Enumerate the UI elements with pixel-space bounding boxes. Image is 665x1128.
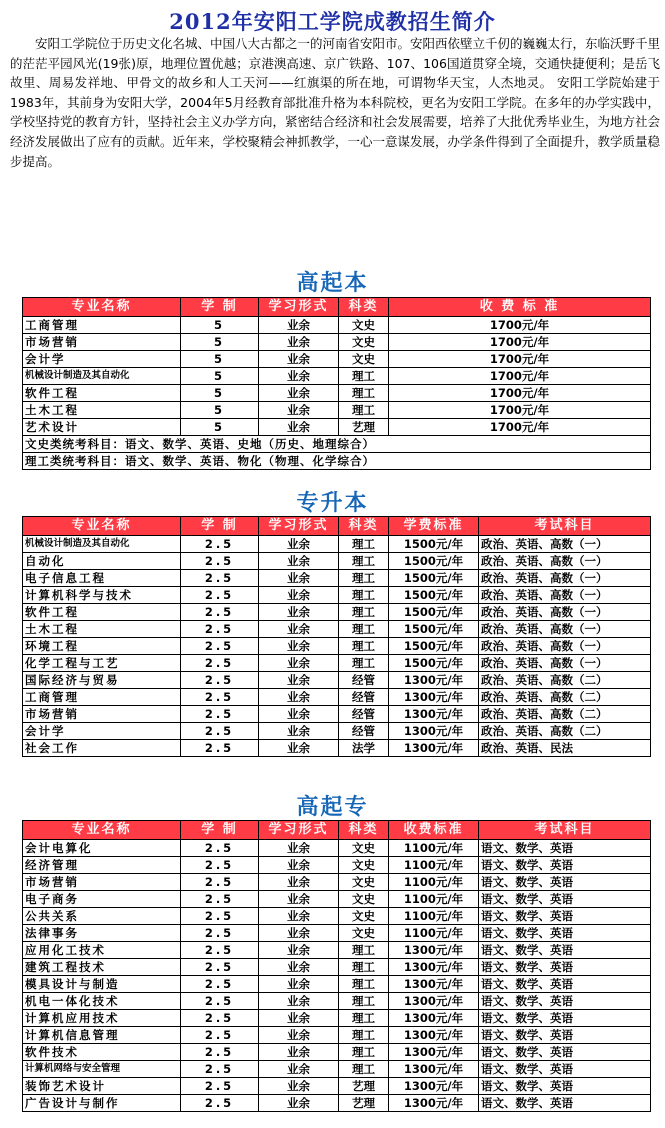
table-cell: 经管: [339, 723, 389, 740]
table-cell: 2.5: [181, 925, 259, 942]
table-cell: 1500元/年: [389, 604, 479, 621]
table-cell: 业余: [259, 553, 339, 570]
table-cell: 理工: [339, 553, 389, 570]
table-cell: 2.5: [181, 840, 259, 857]
table-cell: 语文、数学、英语: [479, 1027, 651, 1044]
table-cell: 业余: [259, 1027, 339, 1044]
table-cell: 业余: [259, 740, 339, 757]
column-header: 学习形式: [259, 517, 339, 536]
table-cell: 业余: [259, 908, 339, 925]
table-cell: 模具设计与制造: [23, 976, 181, 993]
table-cell: 1300元/年: [389, 672, 479, 689]
table-cell: 1700元/年: [389, 317, 651, 334]
table-row: [23, 570, 651, 587]
table-cell: 工商管理: [23, 317, 181, 334]
column-header: 专业名称: [23, 298, 181, 317]
table-cell: 法律事务: [23, 925, 181, 942]
section-title-gaoqiben: 高起本: [296, 271, 369, 296]
table-zhuanshengben: [22, 516, 651, 757]
table-cell: 软件技术: [23, 1044, 181, 1061]
table-cell: 理工: [339, 385, 389, 402]
table-cell: 2.5: [181, 740, 259, 757]
table-cell: 理工: [339, 536, 389, 553]
table-cell: 语文、数学、英语: [479, 925, 651, 942]
table-cell: 1300元/年: [389, 976, 479, 993]
column-header: 学 制: [181, 517, 259, 536]
table-cell: 业余: [259, 672, 339, 689]
table-row: [23, 959, 651, 976]
table-row: [23, 925, 651, 942]
table-cell: 2.5: [181, 655, 259, 672]
table-cell: 业余: [259, 689, 339, 706]
table-row: [23, 1027, 651, 1044]
table-cell: 艺理: [339, 419, 389, 436]
table-cell: 业余: [259, 536, 339, 553]
table-cell: 电子商务: [23, 891, 181, 908]
table-note-row: [23, 436, 651, 453]
table-cell: 2.5: [181, 689, 259, 706]
table-row: [23, 419, 651, 436]
table-cell: 业余: [259, 857, 339, 874]
column-header: 科类: [339, 517, 389, 536]
table-cell: 语文、数学、英语: [479, 1010, 651, 1027]
table-cell: 2.5: [181, 1095, 259, 1112]
table-cell: 2.5: [181, 570, 259, 587]
column-header: 专业名称: [23, 821, 181, 840]
table-row: [23, 1078, 651, 1095]
table-row: [23, 891, 651, 908]
table-cell: 理工: [339, 993, 389, 1010]
table-cell: 建筑工程技术: [23, 959, 181, 976]
table-cell: 1700元/年: [389, 334, 651, 351]
table-cell: 业余: [259, 993, 339, 1010]
table-cell: 政治、英语、高数（一）: [479, 553, 651, 570]
table-cell: 会计学: [23, 351, 181, 368]
table-cell: 政治、英语、民法: [479, 740, 651, 757]
table-cell: 软件工程: [23, 385, 181, 402]
table-cell: 2.5: [181, 553, 259, 570]
table-cell: 业余: [259, 1010, 339, 1027]
table-cell: 1300元/年: [389, 942, 479, 959]
table-cell: 文史: [339, 857, 389, 874]
table-cell: 经济管理: [23, 857, 181, 874]
table-cell: 1700元/年: [389, 419, 651, 436]
table-cell: 环境工程: [23, 638, 181, 655]
table-cell: 艺理: [339, 1095, 389, 1112]
table-cell: 5: [181, 351, 259, 368]
table-cell: 业余: [259, 942, 339, 959]
table-cell: 业余: [259, 570, 339, 587]
table-cell: 机械设计制造及其自动化: [23, 368, 181, 385]
table-cell: 2.5: [181, 1061, 259, 1078]
table-row: [23, 655, 651, 672]
table-cell: 文史: [339, 874, 389, 891]
table-cell: 应用化工技术: [23, 942, 181, 959]
table-cell: 业余: [259, 621, 339, 638]
table-cell: 自动化: [23, 553, 181, 570]
table-cell: 广告设计与制作: [23, 1095, 181, 1112]
table-cell: 计算机网络与安全管理: [23, 1061, 181, 1078]
table-cell: 业余: [259, 1078, 339, 1095]
table-cell: 5: [181, 368, 259, 385]
table-cell: 2.5: [181, 604, 259, 621]
table-cell: 业余: [259, 334, 339, 351]
table-cell: 2.5: [181, 706, 259, 723]
table-row: [23, 672, 651, 689]
table-cell: 业余: [259, 840, 339, 857]
table-cell: 政治、英语、高数（二）: [479, 672, 651, 689]
table-cell: 业余: [259, 385, 339, 402]
table-cell: 2.5: [181, 942, 259, 959]
table-cell: 1500元/年: [389, 638, 479, 655]
table-cell: 文史: [339, 840, 389, 857]
table-cell: 1700元/年: [389, 351, 651, 368]
table-cell: 1300元/年: [389, 740, 479, 757]
table-cell: 1100元/年: [389, 857, 479, 874]
table-cell: 政治、英语、高数（一）: [479, 536, 651, 553]
table-cell: 业余: [259, 587, 339, 604]
table-cell: 业余: [259, 925, 339, 942]
table-cell: 语文、数学、英语: [479, 1061, 651, 1078]
table-cell: 语文、数学、英语: [479, 942, 651, 959]
table-cell: 政治、英语、高数（一）: [479, 638, 651, 655]
table-cell: 2.5: [181, 857, 259, 874]
table-cell: 1300元/年: [389, 706, 479, 723]
table-cell: 1300元/年: [389, 1027, 479, 1044]
table-cell: 土木工程: [23, 621, 181, 638]
table-note-row: [23, 453, 651, 470]
table-cell: 业余: [259, 891, 339, 908]
table-cell: 理工: [339, 570, 389, 587]
table-cell: 业余: [259, 959, 339, 976]
column-header: 学习形式: [259, 298, 339, 317]
exam-subjects-note: 文史类统考科目：语文、数学、英语、史地（历史、地理综合）: [23, 436, 651, 453]
table-row: [23, 536, 651, 553]
table-cell: 2.5: [181, 959, 259, 976]
table-cell: 1100元/年: [389, 925, 479, 942]
section-title-gaoqizhuan: 高起专: [296, 795, 369, 820]
table-row: [23, 1061, 651, 1078]
table-cell: 语文、数学、英语: [479, 976, 651, 993]
table-row: [23, 857, 651, 874]
column-header: 收 费 标 准: [389, 298, 651, 317]
table-cell: 业余: [259, 419, 339, 436]
table-cell: 计算机科学与技术: [23, 587, 181, 604]
table-cell: 1700元/年: [389, 385, 651, 402]
table-cell: 1300元/年: [389, 1095, 479, 1112]
table-cell: 经管: [339, 706, 389, 723]
table-row: [23, 723, 651, 740]
table-cell: 1300元/年: [389, 959, 479, 976]
table-row: [23, 621, 651, 638]
table-cell: 语文、数学、英语: [479, 959, 651, 976]
column-header: 科类: [339, 821, 389, 840]
table-cell: 1100元/年: [389, 840, 479, 857]
column-header: 收费标准: [389, 821, 479, 840]
table-cell: 业余: [259, 1044, 339, 1061]
table-cell: 2.5: [181, 891, 259, 908]
table-cell: 1700元/年: [389, 402, 651, 419]
table-cell: 经管: [339, 672, 389, 689]
table-cell: 文史: [339, 317, 389, 334]
table-cell: 业余: [259, 1061, 339, 1078]
table-cell: 1300元/年: [389, 1010, 479, 1027]
table-row: [23, 553, 651, 570]
table-cell: 理工: [339, 621, 389, 638]
table-cell: 业余: [259, 1095, 339, 1112]
table-cell: 2.5: [181, 1078, 259, 1095]
table-cell: 政治、英语、高数（一）: [479, 587, 651, 604]
table-row: [23, 638, 651, 655]
table-cell: 业余: [259, 706, 339, 723]
table-cell: 业余: [259, 402, 339, 419]
table-cell: 政治、英语、高数（二）: [479, 689, 651, 706]
table-cell: 文史: [339, 908, 389, 925]
table-cell: 市场营销: [23, 874, 181, 891]
table-cell: 理工: [339, 1061, 389, 1078]
table-row: [23, 993, 651, 1010]
table-cell: 电子信息工程: [23, 570, 181, 587]
table-cell: 1300元/年: [389, 689, 479, 706]
column-header: 科类: [339, 298, 389, 317]
table-cell: 语文、数学、英语: [479, 891, 651, 908]
table-cell: 5: [181, 385, 259, 402]
table-cell: 市场营销: [23, 706, 181, 723]
table-cell: 理工: [339, 587, 389, 604]
table-cell: 2.5: [181, 587, 259, 604]
table-row: [23, 740, 651, 757]
table-cell: 1500元/年: [389, 536, 479, 553]
table-cell: 文史: [339, 891, 389, 908]
table-cell: 艺术设计: [23, 419, 181, 436]
table-cell: 1500元/年: [389, 570, 479, 587]
table-row: [23, 587, 651, 604]
table-cell: 文史: [339, 351, 389, 368]
table-cell: 国际经济与贸易: [23, 672, 181, 689]
table-cell: 理工: [339, 604, 389, 621]
table-cell: 装饰艺术设计: [23, 1078, 181, 1095]
table-cell: 语文、数学、英语: [479, 993, 651, 1010]
column-header: 学 制: [181, 298, 259, 317]
table-row: [23, 942, 651, 959]
table-cell: 1300元/年: [389, 723, 479, 740]
table-cell: 1500元/年: [389, 553, 479, 570]
table-cell: 艺理: [339, 1078, 389, 1095]
table-cell: 化学工程与工艺: [23, 655, 181, 672]
table-cell: 5: [181, 419, 259, 436]
table-cell: 2.5: [181, 1027, 259, 1044]
table-cell: 2.5: [181, 874, 259, 891]
table-cell: 理工: [339, 1010, 389, 1027]
table-cell: 1300元/年: [389, 1061, 479, 1078]
column-header: 专业名称: [23, 517, 181, 536]
table-row: [23, 351, 651, 368]
table-row: [23, 402, 651, 419]
table-gaoqiben: [22, 297, 651, 470]
table-cell: 语文、数学、英语: [479, 857, 651, 874]
table-cell: 公共关系: [23, 908, 181, 925]
table-cell: 业余: [259, 976, 339, 993]
table-cell: 政治、英语、高数（一）: [479, 621, 651, 638]
table-cell: 理工: [339, 1044, 389, 1061]
table-cell: 2.5: [181, 638, 259, 655]
table-cell: 软件工程: [23, 604, 181, 621]
table-cell: 计算机应用技术: [23, 1010, 181, 1027]
table-row: [23, 976, 651, 993]
table-cell: 政治、英语、高数（一）: [479, 570, 651, 587]
table-cell: 业余: [259, 655, 339, 672]
table-cell: 文史: [339, 334, 389, 351]
table-cell: 1100元/年: [389, 891, 479, 908]
table-cell: 会计学: [23, 723, 181, 740]
table-cell: 1100元/年: [389, 874, 479, 891]
table-cell: 社会工作: [23, 740, 181, 757]
table-cell: 理工: [339, 959, 389, 976]
table-row: [23, 368, 651, 385]
table-cell: 2.5: [181, 723, 259, 740]
table-cell: 计算机信息管理: [23, 1027, 181, 1044]
table-row: [23, 317, 651, 334]
table-row: [23, 689, 651, 706]
table-row: [23, 1044, 651, 1061]
table-cell: 语文、数学、英语: [479, 1095, 651, 1112]
table-cell: 语文、数学、英语: [479, 908, 651, 925]
table-cell: 会计电算化: [23, 840, 181, 857]
table-cell: 土木工程: [23, 402, 181, 419]
table-cell: 语文、数学、英语: [479, 1078, 651, 1095]
table-cell: 2.5: [181, 908, 259, 925]
column-header: 考试科目: [479, 517, 651, 536]
table-cell: 法学: [339, 740, 389, 757]
table-cell: 2.5: [181, 672, 259, 689]
table-cell: 机电一体化技术: [23, 993, 181, 1010]
table-cell: 理工: [339, 638, 389, 655]
table-cell: 理工: [339, 402, 389, 419]
table-cell: 1100元/年: [389, 908, 479, 925]
table-cell: 2.5: [181, 1044, 259, 1061]
table-row: [23, 604, 651, 621]
table-cell: 2.5: [181, 621, 259, 638]
column-header: 学 制: [181, 821, 259, 840]
table-cell: 1700元/年: [389, 368, 651, 385]
table-cell: 工商管理: [23, 689, 181, 706]
table-cell: 业余: [259, 638, 339, 655]
exam-subjects-note: 理工类统考科目：语文、数学、英语、物化（物理、化学综合）: [23, 453, 651, 470]
table-header-row: [23, 517, 651, 536]
table-cell: 2.5: [181, 536, 259, 553]
table-cell: 语文、数学、英语: [479, 874, 651, 891]
table-cell: 2.5: [181, 976, 259, 993]
page-title: 2012年安阳工学院成教招生简介: [169, 9, 496, 34]
table-row: [23, 840, 651, 857]
table-cell: 业余: [259, 604, 339, 621]
table-cell: 2.5: [181, 993, 259, 1010]
table-cell: 理工: [339, 942, 389, 959]
table-cell: 语文、数学、英语: [479, 1044, 651, 1061]
table-cell: 政治、英语、高数（二）: [479, 706, 651, 723]
table-cell: 1500元/年: [389, 655, 479, 672]
table-cell: 1300元/年: [389, 993, 479, 1010]
column-header: 学习形式: [259, 821, 339, 840]
intro-paragraph: 安阳工学院位于历史文化名城、中国八大古都之一的河南省安阳市。安阳西依壁立千仞的巍巍太行，东临沃野千里的茫茫平园风光(19张)原，地理位置优越；京港澳高速、京广铁路、107、106国道贯穿全境，交通快捷便利；是岳飞故里、周易发祥地、甲骨文的故乡和人工天河——红旗渠的所在地，可谓物华天宝，人杰地灵。 安阳工学院始建于1983年，其前身为安阳大学，2004年5月经教育部批准升格为本科院校，更名为安阳工学院。在多年的办学实践中，学校坚持党的教育方针，坚持社会主义办学方向，紧密结合经济和社会发展需要，培养了大批优秀毕业生，为地方社会经济发展做出了应有的贡献。近年来，学校聚精会神抓教学，一心一意谋发展，办学条件得到了全面提升，教学质量稳步提高。: [10, 36, 661, 169]
table-cell: 政治、英语、高数（一）: [479, 655, 651, 672]
table-header-row: [23, 298, 651, 317]
table-row: [23, 706, 651, 723]
table-row: [23, 334, 651, 351]
table-cell: 市场营销: [23, 334, 181, 351]
table-cell: 2.5: [181, 1010, 259, 1027]
table-cell: 理工: [339, 655, 389, 672]
table-cell: 理工: [339, 976, 389, 993]
section-title-zhuanshengben: 专升本: [296, 491, 369, 516]
table-cell: 业余: [259, 351, 339, 368]
table-cell: 机械设计制造及其自动化: [23, 536, 181, 553]
table-cell: 1500元/年: [389, 587, 479, 604]
table-cell: 1300元/年: [389, 1078, 479, 1095]
table-cell: 文史: [339, 925, 389, 942]
table-cell: 经管: [339, 689, 389, 706]
table-header-row: [23, 821, 651, 840]
table-cell: 5: [181, 402, 259, 419]
table-cell: 理工: [339, 1027, 389, 1044]
table-cell: 1500元/年: [389, 621, 479, 638]
table-cell: 理工: [339, 368, 389, 385]
table-cell: 语文、数学、英语: [479, 840, 651, 857]
table-cell: 业余: [259, 368, 339, 385]
table-cell: 5: [181, 317, 259, 334]
table-row: [23, 908, 651, 925]
table-row: [23, 385, 651, 402]
table-cell: 政治、英语、高数（一）: [479, 604, 651, 621]
table-row: [23, 1010, 651, 1027]
table-cell: 业余: [259, 317, 339, 334]
table-row: [23, 1095, 651, 1112]
table-cell: 业余: [259, 874, 339, 891]
table-cell: 1300元/年: [389, 1044, 479, 1061]
table-gaoqizhuan: [22, 820, 651, 1112]
table-row: [23, 874, 651, 891]
table-cell: 业余: [259, 723, 339, 740]
table-cell: 5: [181, 334, 259, 351]
column-header: 考试科目: [479, 821, 651, 840]
column-header: 学费标准: [389, 517, 479, 536]
table-cell: 政治、英语、高数（二）: [479, 723, 651, 740]
